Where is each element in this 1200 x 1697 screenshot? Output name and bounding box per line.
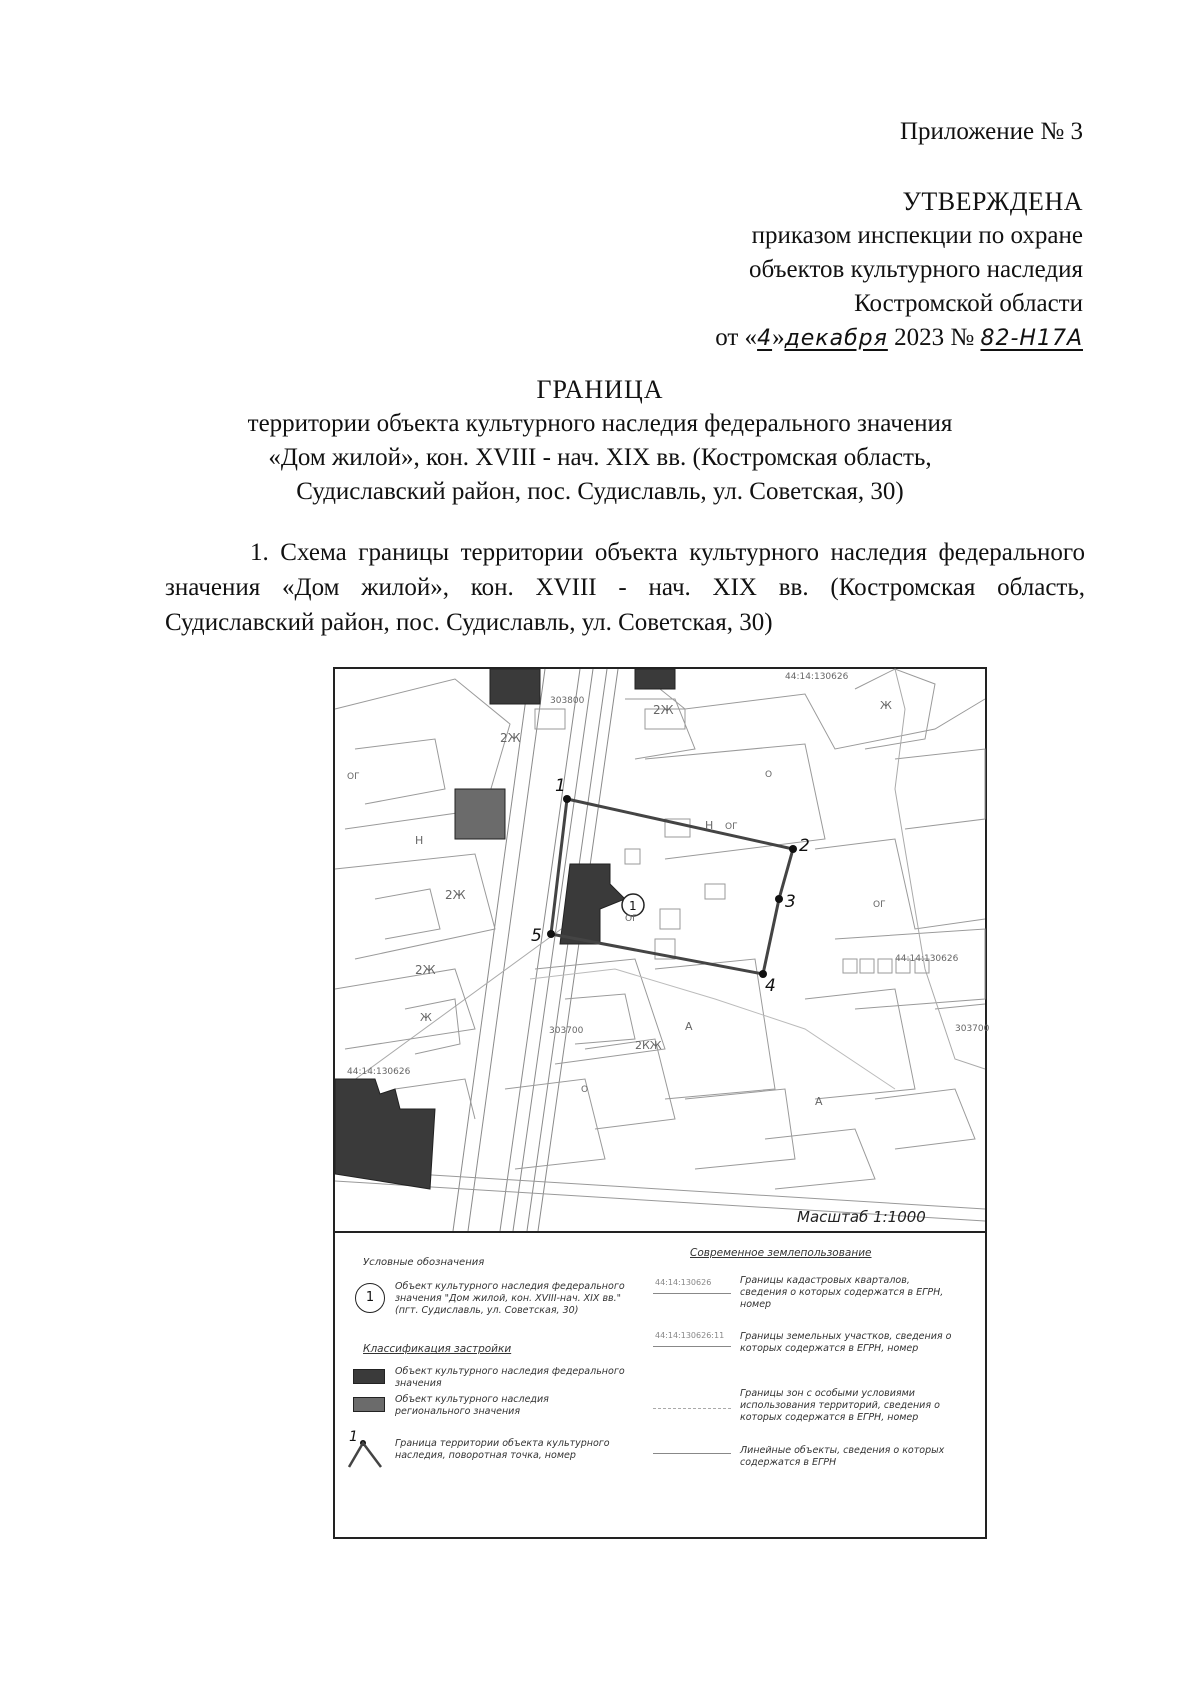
svg-text:ОГ: ОГ xyxy=(347,772,360,782)
legend-cadastral-label: Границы кадастровых кварталов, сведения о которых содержатся в ЕГРН, номер xyxy=(740,1275,944,1310)
legend-zones-label: Границы зон с особыми условиями использования территорий, сведения о которых содержатся в ЕГРН, номер xyxy=(740,1388,940,1423)
svg-text:44:14:130626: 44:14:130626 xyxy=(895,954,959,964)
point-label-5: 5 xyxy=(531,926,542,946)
svg-text:ОГ: ОГ xyxy=(725,822,738,832)
handwritten-order-number: 82-Н17А xyxy=(980,326,1083,351)
document-heading xyxy=(150,373,1050,509)
legend-heading: Условные обозначения xyxy=(363,1257,485,1268)
svg-text:ОГ: ОГ xyxy=(625,914,638,924)
plot-line-sample xyxy=(653,1346,731,1347)
federal-fill-swatch xyxy=(353,1369,385,1384)
approval-line-1: приказом инспекции по охране xyxy=(751,222,1083,249)
svg-text:2Ж: 2Ж xyxy=(500,731,521,745)
regional-heritage-object xyxy=(455,789,505,839)
svg-text:Ж: Ж xyxy=(420,1011,432,1024)
regional-fill-swatch xyxy=(353,1397,385,1412)
svg-text:44:14:130626: 44:14:130626 xyxy=(347,1067,411,1077)
svg-text:А: А xyxy=(815,1095,823,1108)
boundary-point-3 xyxy=(775,895,783,903)
map-legend xyxy=(335,1231,985,1537)
svg-text:Н: Н xyxy=(415,834,424,847)
heading-title: ГРАНИЦА xyxy=(536,375,664,404)
svg-text:44:14:130626: 44:14:130626 xyxy=(785,672,849,682)
dom-zhiloy-object xyxy=(560,864,625,944)
svg-text:1: 1 xyxy=(349,1429,358,1445)
approval-stamp xyxy=(563,185,1083,356)
approval-title: УТВЕРЖДЕНА xyxy=(902,187,1083,216)
point-label-1: 1 xyxy=(555,776,566,796)
boundary-point-2 xyxy=(789,845,797,853)
boundary-point-1 xyxy=(563,795,571,803)
approval-line-2: объектов культурного наследия xyxy=(749,256,1083,283)
heading-line-3: Судиславский район, пос. Судиславль, ул. Советская, 30) xyxy=(296,478,904,505)
date-prefix: от « xyxy=(715,324,758,351)
federal-heritage-object-2 xyxy=(635,669,675,689)
legend-plot-label: Границы земельных участков, сведения о которых содержатся в ЕГРН, номер xyxy=(740,1331,952,1354)
zones-line-sample xyxy=(653,1408,731,1409)
legend-boundary-label: Граница территории объекта культурного наследия, поворотная точка, номер xyxy=(395,1438,610,1461)
date-mid: » xyxy=(772,324,785,351)
legend-classification-heading: Классификация застройки xyxy=(363,1343,512,1355)
svg-text:О: О xyxy=(765,770,773,780)
handwritten-day: 4 xyxy=(757,326,773,351)
handwritten-month: декабря xyxy=(784,326,888,351)
legend-federal-label: Объект культурного наследия федерального значения xyxy=(395,1366,625,1389)
svg-text:1: 1 xyxy=(629,899,637,913)
heading-line-1: территории объекта культурного наследия федерального значения xyxy=(247,410,953,437)
point-label-4: 4 xyxy=(765,976,776,996)
cadastral-code-sample: 44:14:130626 xyxy=(655,1278,712,1287)
svg-text:2Ж: 2Ж xyxy=(415,963,436,977)
linear-line-sample xyxy=(653,1453,731,1454)
boundary-scheme-map xyxy=(333,667,990,1539)
federal-heritage-object-3 xyxy=(335,1079,435,1189)
boundary-point-5 xyxy=(547,930,555,938)
heading-line-2: «Дом жилой», кон. XVIII - нач. XIX вв. (Костромская область, xyxy=(268,444,932,471)
appendix-label: Приложение № 3 xyxy=(899,118,1083,145)
boundary-point-icon xyxy=(347,1429,387,1469)
federal-heritage-object-1 xyxy=(490,669,540,704)
heritage-buildings xyxy=(335,669,675,1189)
section-1-paragraph: 1. Схема границы территории объекта культурного наследия федерального значения «Дом жилой», кон. XVIII - нач. XIX вв. (Костромская область, Судиславский район, пос. Судиславль, ул. Советская, 30) xyxy=(165,539,1085,636)
object-number-marker xyxy=(622,894,644,916)
svg-text:2Ж: 2Ж xyxy=(653,703,674,717)
svg-text:Ж: Ж xyxy=(880,699,892,712)
order-date-line xyxy=(563,321,1083,356)
point-label-2: 2 xyxy=(799,836,810,856)
svg-text:2КЖ: 2КЖ xyxy=(635,1039,662,1052)
legend-object-label: Объект культурного наследия федерального значения "Дом жилой, кон. XVIII-нач. XIX вв." (пгт. Судиславль, ул. Советская, 30) xyxy=(395,1281,625,1316)
legend-modern-heading: Современное землепользование xyxy=(690,1247,872,1259)
date-year: 2023 № xyxy=(894,324,975,351)
legend-linear-label: Линейные объекты, сведения о которых содержатся в ЕГРН xyxy=(740,1445,945,1468)
legend-regional-label: Объект культурного наследия регионального значения xyxy=(395,1394,549,1417)
legend-object-number-icon: 1 xyxy=(355,1283,385,1313)
svg-text:2Ж: 2Ж xyxy=(445,888,466,902)
cadastral-line-sample xyxy=(653,1293,731,1294)
point-label-3: 3 xyxy=(785,892,796,912)
svg-text:А: А xyxy=(685,1020,693,1033)
svg-text:ОГ: ОГ xyxy=(873,900,886,910)
approval-line-3: Костромской области xyxy=(854,290,1083,317)
svg-text:303700: 303700 xyxy=(549,1026,584,1036)
map-scale-label: Масштаб 1:1000 xyxy=(797,1208,926,1226)
plot-code-sample: 44:14:130626:11 xyxy=(655,1331,725,1340)
svg-text:303800: 303800 xyxy=(550,696,585,706)
svg-text:О: О xyxy=(581,1085,589,1095)
svg-text:Н: Н xyxy=(705,819,714,832)
map-drawing xyxy=(335,669,990,1231)
svg-text:303700: 303700 xyxy=(955,1024,990,1034)
